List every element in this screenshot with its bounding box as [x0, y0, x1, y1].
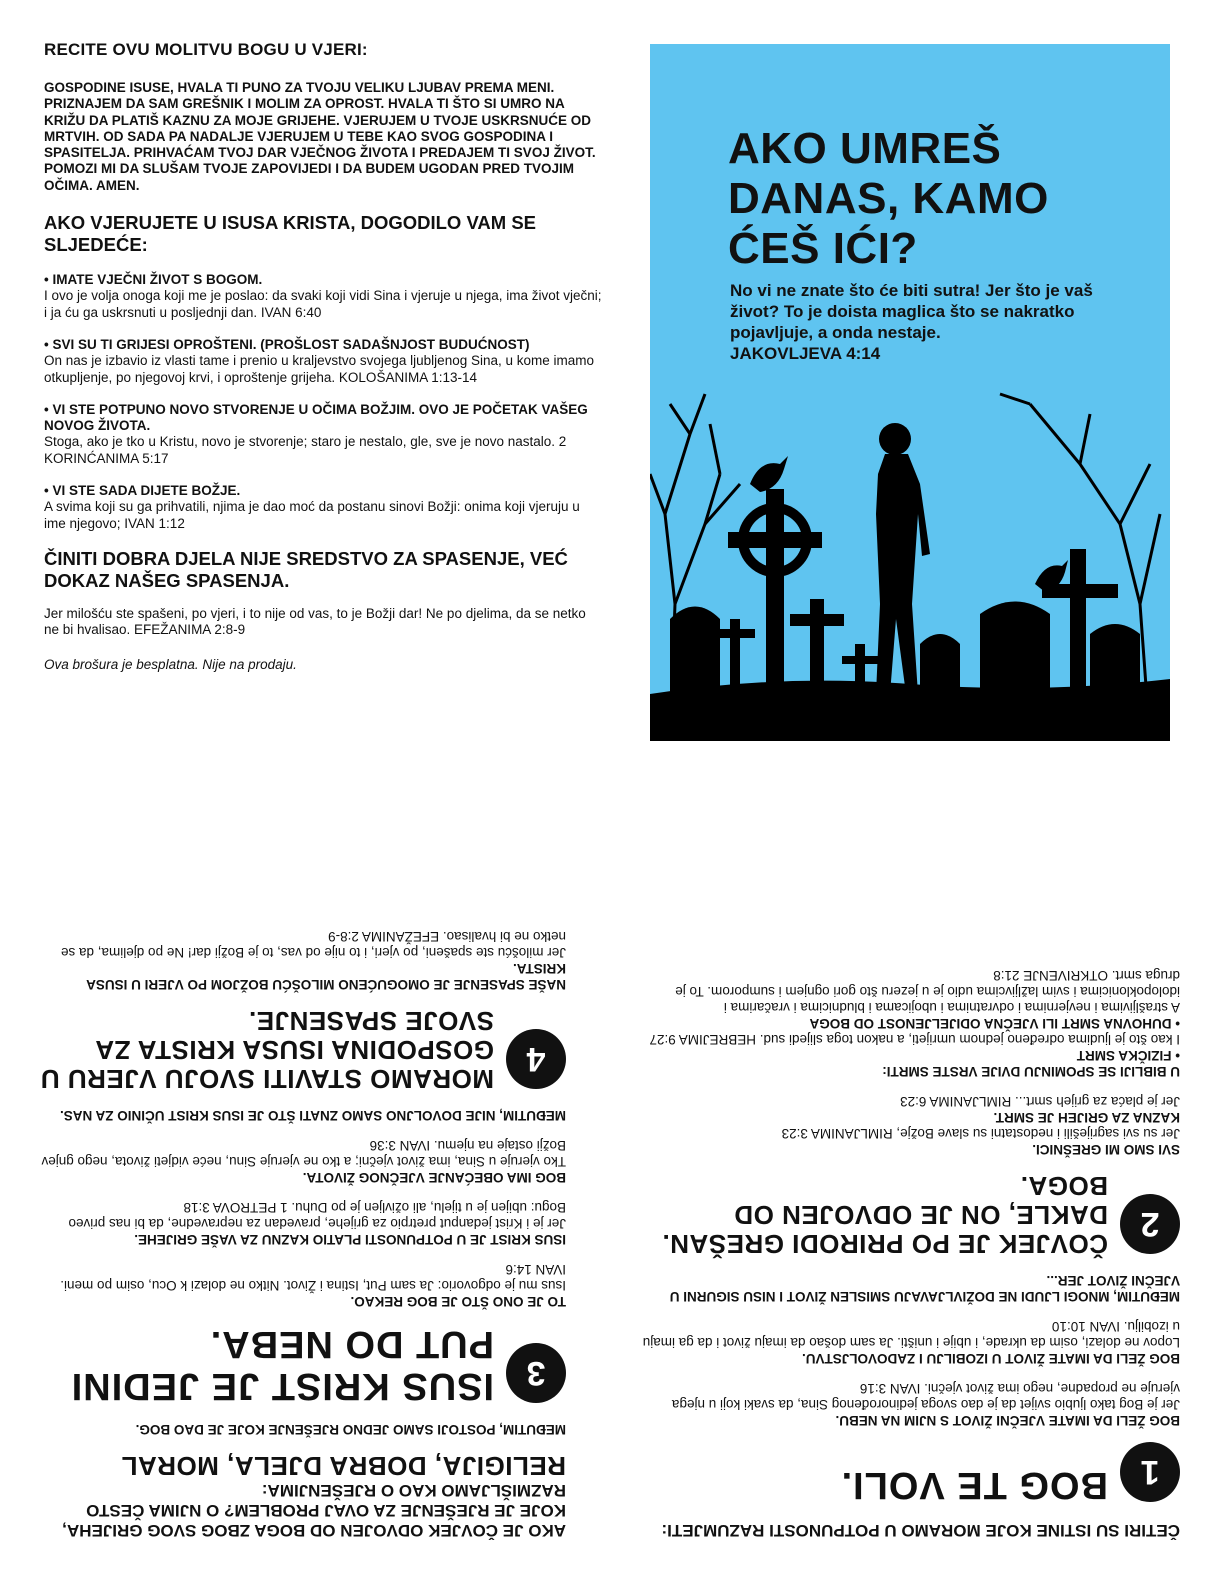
point-item [44, 483, 604, 532]
truth-1-note: MEĐUTIM, MNOGI LJUDI NE DOŽIVLJAVAJU SMISLEN ŽIVOT I NISU SIGURNI U VJEČNI ŽIVOT JER... [669, 1273, 1180, 1304]
truth-2-point1: • FIZIČKA SMRT [1076, 1048, 1180, 1063]
number-badge: 1 [1120, 1442, 1180, 1502]
truth-3-title: ISUS KRIST JE JEDINI PUT DO NEBA. [70, 1323, 494, 1407]
prayer-heading: RECITE OVU MOLITVU BOGU U VJERI: [44, 40, 368, 59]
truth-2-verse4: A strašljivima i nevjernima i odvratnima i ubojicama i bludnicima i vračarima i idolopoklonicima i svim lažljivcima udio je u jezeru što gori ognjem i sumporom. To je druga smrt. OTKRIVENJE 21:8 [675, 968, 1180, 1015]
point-heading: • VI STE SADA DIJETE BOŽJE. [44, 483, 241, 499]
truths-intro: ČETIRI SU ISTINE KOJE MORAMO U POTPUNOSTI RAZUMJETI: [661, 1521, 1180, 1540]
prayer-text: GOSPODINE ISUSE, HVALA TI PUNO ZA TVOJU VELIKU LJUBAV PREMA MENI. PRIZNAJEM DA SAM GREŠNIK I MOLIM ZA OPROST. HVALA TI ŠTO SI UMRO NA KRIŽU DA PLATIŠ KAZNU ZA MOJE GRIJEHE. VJERUJEM U TVOJE USKRSNUĆE OD MRTVIH. OD SADA PA NADALJE VJERUJEM U TEBE KAO SVOG GOSPODINA I SPASITELJA. PRIHVAĆAM TVOJ DAR VJEČNOG ŽIVOTA I PREDAJEM TI SVOJ ŽIVOT. POMOZI MI DA SLUŠAM TVOJE ZAPOVIJEDI I DA BUDEM UGODAN PRED TVOJIM OČIMA. AMEN. [44, 80, 596, 193]
point-body: I ovo je volja onoga koji me je poslao: da svaki koji vidi Sina i vjeruje u njega, ima život vječni; i ja ću ga uskrsnuti u posljednji dan. IVAN 6:40 [44, 288, 602, 320]
truth-2-verse3: I kao što je ljudima određeno jednom umrijeti, a nakon toga slijedi sud. HEBREJIMA 9:27 [649, 1032, 1180, 1047]
truth-2-sub2: KAZNA ZA GRIJEH JE SMRT. [993, 1110, 1180, 1125]
point-body: A svima koji su ga prihvatili, njima je dao moć da postanu sinovi Božji: onima koji vjeruju u ime njegovo; IVAN 1:12 [44, 499, 580, 531]
free-note: Ova brošura je besplatna. Nije na prodaju. [44, 656, 297, 672]
truth-2 [640, 1171, 1180, 1258]
truth-4-sub: NAŠE SPASENJE JE OMOGUĆENO MILOŠĆU BOŽJOM PO VJERI U ISUSA KRISTA. [86, 961, 566, 992]
truth-4-title: MORAMO STAVITI SVOJU VJERU U GOSPODINA ISUSA KRISTA ZA SVOJE SPASENJE. [40, 1006, 494, 1094]
truth-4 [36, 1006, 566, 1093]
prayer-panel [44, 40, 604, 672]
truths-3-4-panel [36, 800, 566, 1540]
solutions-intro: AKO JE ČOVJEK ODVOJEN OD BOGA ZBOG SVOG GRIJEHA, KOJE JE RJEŠENJE ZA OVAJ PROBLEM? O NJIMA ČESTO RAZMIŠLJAMO KAO O RJEŠENJIMA: [62, 1481, 566, 1540]
truth-1-verse2: Lopov ne dolazi, osim da ukrade, i ubije i uništi. Ja sam došao da imaju život i da ga imaju u izobilju. IVAN 10:10 [642, 1319, 1180, 1350]
point-heading: • IMATE VJEČNI ŽIVOT S BOGOM. [44, 272, 263, 288]
truth-3-sub2: ISUS KRIST JE U POTPUNOSTI PLATIO KAZNU ZA VAŠE GRIJEHE. [134, 1232, 566, 1247]
cover-subtitle [730, 280, 1120, 364]
believe-heading: AKO VJERUJETE U ISUSA KRISTA, DOGODILO VAM SE SLJEDEĆE: [44, 212, 537, 256]
truth-1-sub: BOG ŽELI DA IMATE VJEČNI ŽIVOT S NJIM NA NEBU. [835, 1413, 1180, 1428]
point-body: On nas je izbavio iz vlasti tame i prenio u kraljevstvo svojega ljubljenog Sina, u kome imamo otkupljenje, po njegovoj krvi, i oproštenje grijeha. KOLOŠANIMA 1:13-14 [44, 353, 595, 385]
truths-1-2-panel [640, 800, 1180, 1540]
cover-reference: JAKOVLJEVA 4:14 [730, 344, 881, 363]
cover-panel [650, 44, 1170, 741]
point-item [44, 337, 604, 386]
truth-2-title: ČOVJEK JE PO PRIRODI GREŠAN. DAKLE, ON JE ODVOJEN OD BOGA. [662, 1171, 1108, 1259]
truth-3-verse2: Jer je i Krist jedanput pretrpio za grijehe, pravedan za nepravedne, da bi nas priveo Bogu: ubijen je u tijelu, ali oživljen je po Duhu. 1 PETROVA 3:18 [68, 1200, 566, 1231]
point-item [44, 402, 604, 467]
truth-4-verse: Jer milošću ste spašeni, po vjeri, i to nije od vas, to je Božji dar! Ne po djelima, da se netko ne bi hvalisao. EFEŽANIMA 2:8-9 [61, 929, 566, 960]
truth-1-sub2: BOG ŽELI DA IMATE ŽIVOT U IZOBILJU I ZADOVOLJSTVU. [801, 1351, 1180, 1366]
truth-2-verse2: Jer je plaća za grijeh smrt... RIMLJANIMA 6:23 [900, 1094, 1180, 1109]
cover-verse: No vi ne znate što će biti sutra! Jer što je vaš život? To je doista maglica što se nakratko pojavljuje, a onda nestaje. [730, 281, 1093, 342]
truth-1 [640, 1442, 1180, 1506]
truth-2-verse: Jer su svi sagriješili i nedostatni su slave Božje, RIMLJANIMA 3:23 [781, 1126, 1180, 1141]
truth-3-note: MEĐUTIM, NIJE DOVOLJNO SAMO ZNATI ŠTO JE ISUS KRIST UČINIO ZA NAS. [59, 1108, 566, 1123]
number-badge: 3 [506, 1343, 566, 1403]
truth-1-title: BOG TE VOLI. [840, 1464, 1108, 1506]
good-works-heading: ČINITI DOBRA DJELA NIJE SREDSTVO ZA SPASENJE, VEĆ DOKAZ NAŠEG SPASENJA. [44, 547, 568, 591]
truth-2-point2: • DUHOVNA SMRT ILI VJEČNA ODIJELJENOST OD BOGA [809, 1016, 1180, 1031]
truth-2-sub: SVI SMO MI GREŠNICI. [1032, 1142, 1180, 1157]
point-heading: • SVI SU TI GRIJESI OPROŠTENI. (PROŠLOST SADAŠNJOST BUDUĆNOST) [44, 336, 530, 352]
truth-3-sub: TO JE ONO ŠTO JE BOG REKAO. [350, 1294, 566, 1309]
solutions-list: RELIGIJA, DOBRA DJELA, MORAL [121, 1451, 566, 1481]
cover-title: AKO UMREŠ DANAS, KAMO ĆEŠ IĆI? [728, 124, 1049, 273]
number-badge: 2 [1120, 1194, 1180, 1254]
truth-1-verse: Jer je Bog tako ljubio svijet da je dao svoga jedinorođenog Sina, da svaki koji u njega vjeruje ne propadne, nego ima život vječni. IVAN 3:16 [671, 1381, 1180, 1412]
truth-3-verse3: Tko vjeruje u Sina, ima život vječni; a tko ne vjeruje Sinu, neće vidjeti života, nego gnjev Božji ostaje na njemu. IVAN 3:36 [41, 1138, 566, 1169]
solutions-note: MEĐUTIM, POSTOJI SAMO JEDNO RJEŠENJE KOJE JE DAO BOG. [135, 1422, 566, 1437]
point-item [44, 272, 604, 321]
point-heading: • VI STE POTPUNO NOVO STVORENJE U OČIMA BOŽJIM. OVO JE POČETAK VAŠEG NOVOG ŽIVOTA. [44, 401, 588, 434]
truth-3-sub3: BOG IMA OBEĆANJE VJEČNOG ŽIVOTA. [302, 1170, 566, 1185]
truth-2-sub3: U BIBLIJI SE SPOMINJU DVIJE VRSTE SMRTI: [882, 1064, 1180, 1079]
number-badge: 4 [506, 1029, 566, 1089]
good-works-verse: Jer milošću ste spašeni, po vjeri, i to nije od vas, to je Božji dar! Ne po djelima, da se netko ne bi hvalisao. EFEŽANIMA 2:8-9 [44, 605, 586, 638]
truth-3 [36, 1323, 566, 1407]
point-body: Stoga, ako je tko u Kristu, novo je stvorenje; staro je nestalo, gle, sve je novo nastalo. 2 KORINĆANIMA 5:17 [44, 434, 567, 466]
truth-3-verse: Isus mu je odgovorio: Ja sam Put, Istina i Život. Nitko ne dolazi k Ocu, osim po meni. IVAN 14:6 [60, 1262, 566, 1293]
